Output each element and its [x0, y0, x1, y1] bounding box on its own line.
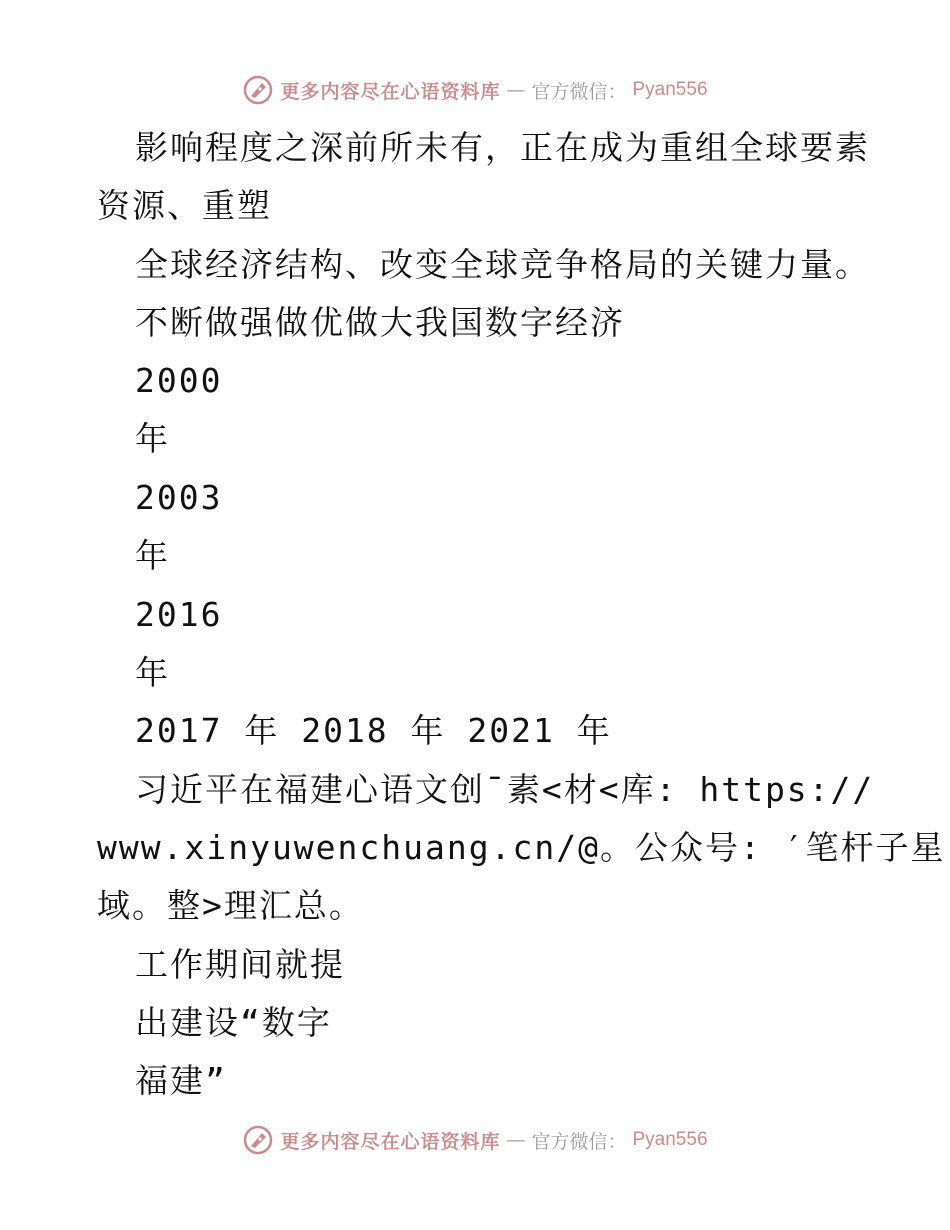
body-line-6: 年: [135, 419, 170, 458]
footer-wechat-label: 官方微信：: [531, 1130, 627, 1153]
body-line-12: 习近平在福建心语文创¯素<材<库: https://: [135, 770, 875, 809]
body-line-1: 影响程度之深前所未有，正在成为重组全球要素: [135, 128, 870, 167]
footer-wechat-id: Pyan556: [632, 1129, 708, 1150]
body-line-8: 年: [135, 536, 170, 575]
footer-brand-text: 更多内容尽在心语资料库: [280, 1130, 501, 1153]
body-line-9: 2016: [135, 595, 223, 634]
body-line-2: 资源、重塑: [97, 186, 272, 225]
body-line-4: 不断做强做优做大我国数字经济: [135, 303, 625, 342]
body-line-17: 福建”: [135, 1061, 227, 1100]
body-line-13: www.xinyuwenchuang.cn/@。公众号: ′笔杆子星: [97, 828, 946, 867]
body-line-10: 年: [135, 653, 170, 692]
header-brand-text: 更多内容尽在心语资料库: [280, 80, 501, 103]
header-wechat-id: Pyan556: [632, 79, 708, 100]
body-line-5: 2000: [135, 361, 223, 400]
body-line-3: 全球经济结构、改变全球竞争格局的关键力量。: [135, 245, 870, 284]
body-line-7: 2003: [135, 478, 223, 517]
pen-nib-logo-icon: [242, 74, 274, 106]
body-line-11: 2017 年 2018 年 2021 年: [135, 711, 612, 750]
body-line-16: 出建设“数字: [135, 1003, 332, 1042]
body-line-14: 域。整>理汇总。: [97, 886, 364, 925]
header-separator: —: [506, 79, 526, 101]
footer-watermark: [0, 1120, 950, 1160]
header-wechat-label: 官方微信：: [531, 80, 627, 103]
pen-nib-logo-icon: [242, 1124, 274, 1156]
header-watermark: [0, 70, 950, 110]
body-line-15: 工作期间就提: [135, 945, 345, 984]
footer-separator: —: [506, 1129, 526, 1151]
